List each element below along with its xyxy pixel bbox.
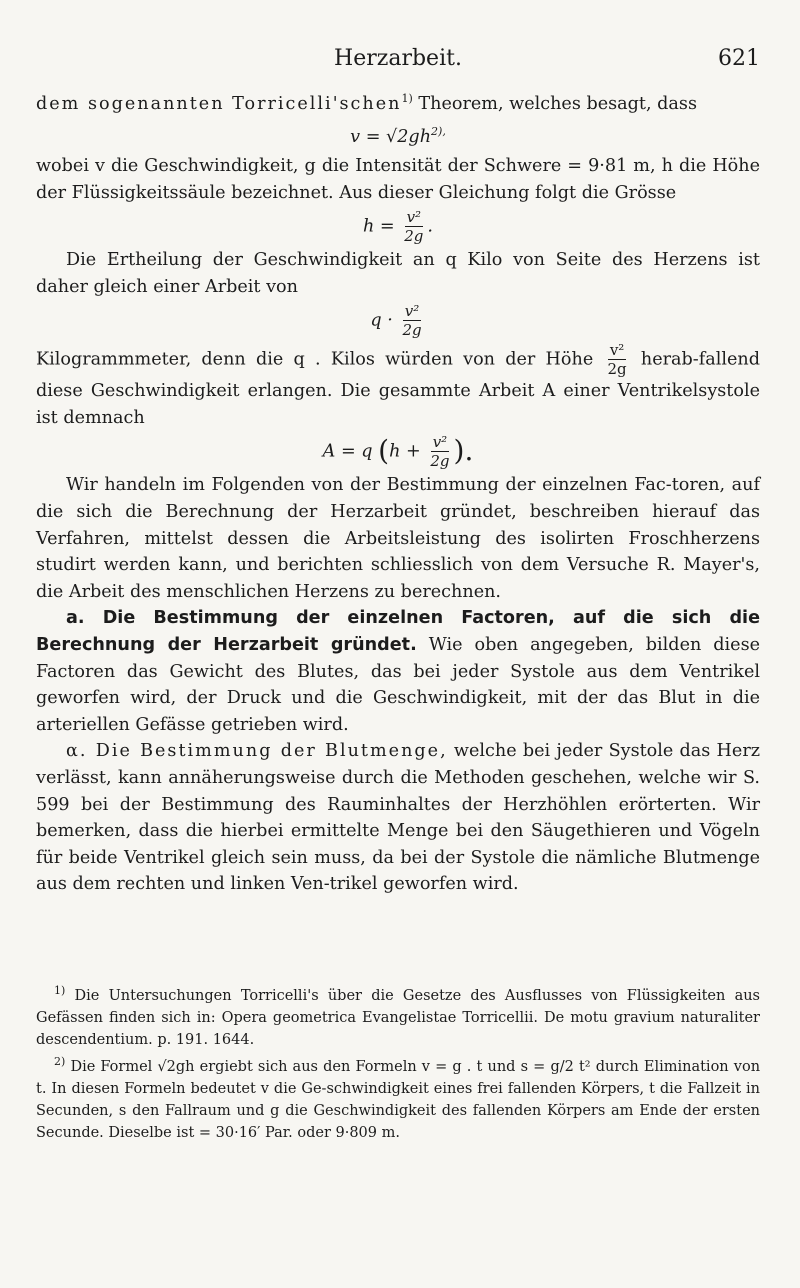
equation-2: [36, 208, 760, 245]
p1-text: dem sogenannten Torricelli'schen: [36, 93, 402, 114]
equation-3-left: q ·: [370, 310, 393, 331]
footnote-2-mark: 2): [54, 1054, 66, 1068]
equation-4-fraction: [430, 433, 449, 470]
equation-4-h: h +: [389, 441, 421, 462]
section-alpha-heading: α. Die Bestimmung der Blutmenge,: [66, 741, 448, 762]
p1-rest: Theorem, welches besagt, dass: [418, 93, 697, 114]
paragraph-2: wobei v die Geschwindigkeit, g die Intensität der Schwere = 9·81 m, h die Höhe der Flüssigkeitssäule bezeichnet. Aus dieser Gleichung folgt die Grösse: [36, 155, 760, 203]
footnote-2-text-b: s = g/2 t² durch Elimination von t. In diesen Formeln bedeutet v die Ge-schwindigkeit eines frei fallenden Körpers, t die Fallzeit in Secunden, s den Fallraum und g die Geschwindigkeit des fallenden Körpers am Ende der ersten Secunde. Dieselbe ist = 30·16′ Par. oder 9·809 m.: [36, 1058, 761, 1141]
footnote-ref-1: 1): [401, 92, 413, 105]
equation-3-fraction: [402, 302, 421, 339]
equation-1-text: v = √2gh: [350, 127, 432, 148]
paren-open: (: [378, 434, 390, 468]
fraction-denominator: 2g: [404, 227, 424, 246]
running-title: Herzarbeit.: [334, 46, 462, 71]
page-number: 621: [718, 46, 760, 71]
footnotes: [36, 980, 760, 1144]
footnote-2: [36, 1051, 760, 1144]
paren-close: ).: [453, 434, 474, 468]
fraction-denominator: 2g: [402, 321, 422, 340]
equation-2-fraction: [404, 208, 423, 245]
equation-4: [36, 433, 760, 470]
section-a-heading: a. Die Bestimmung der einzelnen Factoren, auf die sich die Berechnung der Herzarbeit gründet.: [36, 608, 760, 656]
inline-fraction: [607, 341, 626, 378]
paragraph-3: Die Ertheilung der Geschwindigkeit an q Kilo von Seite des Herzens ist daher gleich einer Arbeit von: [36, 250, 760, 297]
equation-1: [36, 119, 760, 150]
equation-4-left: A = q: [322, 441, 373, 462]
p4-text-a: Kilogrammmeter, denn die q . Kilos würden von der Höhe: [36, 349, 594, 370]
footnote-ref-2: 2),: [431, 125, 446, 139]
fraction-numerator: v²: [432, 433, 448, 452]
footnote-1-mark: 1): [54, 984, 66, 997]
main-text: [36, 86, 760, 898]
equation-3: [36, 302, 760, 339]
fraction-numerator: v²: [609, 341, 625, 360]
fraction-denominator: 2g: [430, 452, 450, 471]
paragraph-4: [36, 341, 760, 431]
p4-text-b: herab-fallend diese Geschwindigkeit erlangen. Die gesammte Arbeit A einer Ventrikelsystole ist demnach: [36, 349, 761, 428]
paragraph-5: Wir handeln im Folgenden von der Bestimmung der einzelnen Fac-toren, auf die sich die Berechnung der Herzarbeit gründet, beschreiben hierauf das Verfahren, mittelst dessen die Arbeitsleistung des isolirten Froschherzens studirt werden kann, und berichten schliesslich von dem Versuche R. Mayer's, die Arbeit des menschlichen Herzens zu berechnen.: [36, 475, 760, 602]
footnote-1: [36, 980, 760, 1051]
equation-2-end: .: [427, 216, 433, 237]
section-a: [36, 605, 760, 738]
section-alpha: [36, 738, 760, 898]
fraction-numerator: v²: [404, 302, 420, 321]
footnote-2-text-a: Die Formel √2gh ergiebt sich aus den Formeln v = g . t und: [70, 1058, 516, 1075]
paragraph-1: [36, 86, 760, 117]
section-alpha-text: welche bei jeder Systole das Herz verlässt, kann annäherungsweise durch die Methoden geschehen, welche wir S. 599 bei der Bestimmung des Rauminhaltes der Herzhöhlen erörterten. Wir bemerken, dass die hierbei ermittelte Menge bei den Säugethieren und Vögeln für beide Ventrikel gleich sein muss, da bei der Systole die nämliche Blutmenge aus dem rechten und linken Ven-trikel geworfen wird.: [36, 741, 760, 895]
footnote-1-text: Die Untersuchungen Torricelli's über die Gesetze des Ausflusses von Flüssigkeiten aus Gefässen finden sich in: Opera geometrica Evangelistae Torricellii. De motu gravium naturaliter descendentium. p. 191. 1644.: [36, 987, 760, 1048]
section-a-text: Wie oben angegeben, bilden diese Factoren das Gewicht des Blutes, das bei jeder Systole aus dem Ventrikel geworfen wird, der Druck und die Geschwindigkeit, mit der das Blut in die arteriellen Gefässe getrieben wird.: [36, 635, 761, 735]
fraction-numerator: v²: [406, 208, 422, 227]
running-header: [36, 46, 760, 78]
fraction-denominator: 2g: [607, 360, 627, 379]
equation-2-left: h =: [362, 216, 395, 237]
